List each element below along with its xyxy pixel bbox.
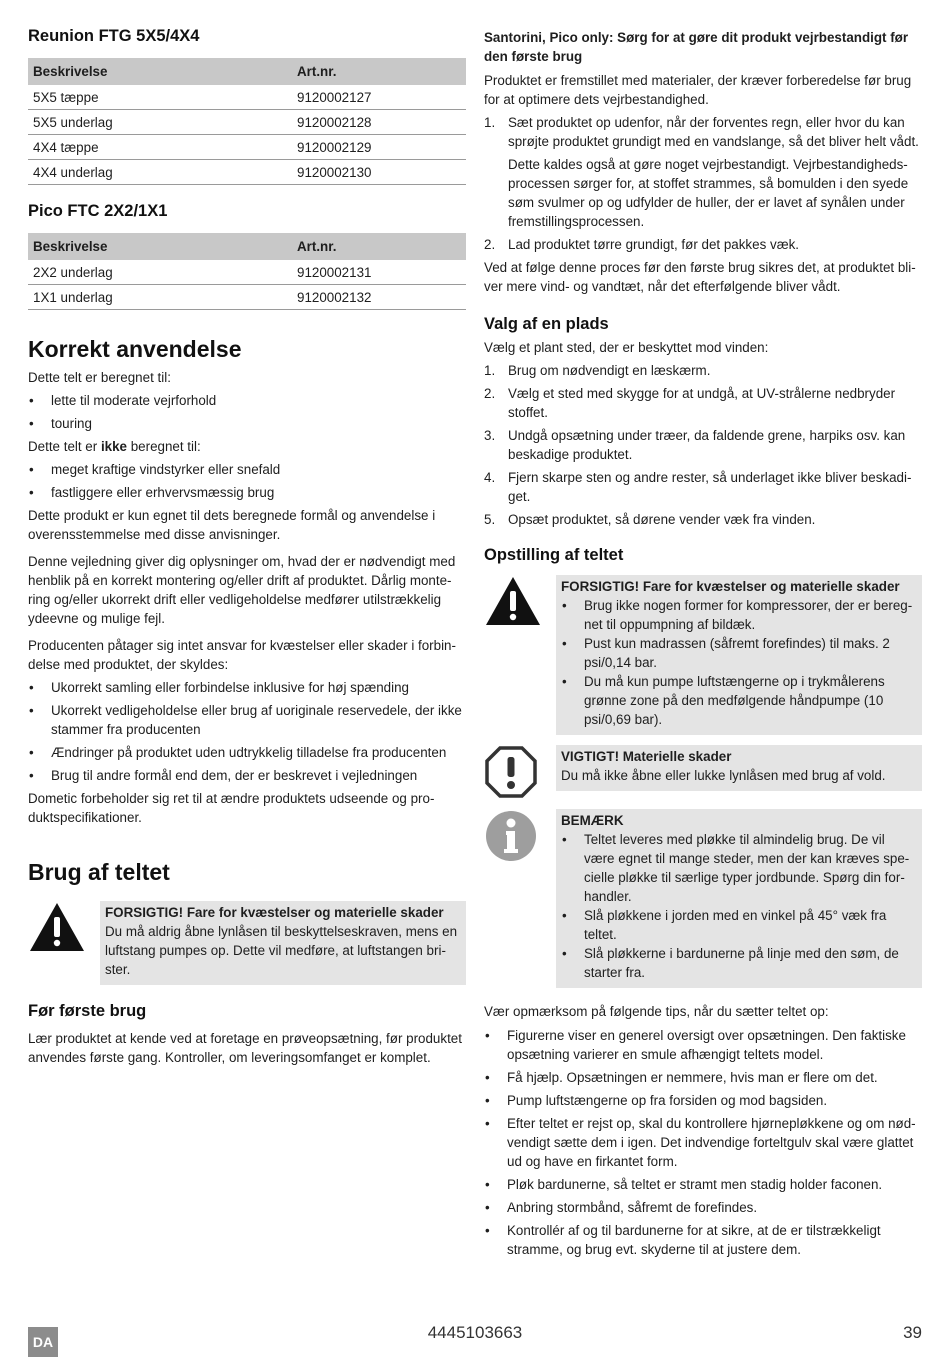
valg-title: Valg af en plads	[484, 315, 609, 333]
table-header: Beskrivelse	[28, 58, 292, 85]
list-item: • Brug til andre formål end dem, der er beskrevet i vejledningen	[28, 766, 466, 785]
list-item: • Brug ikke nogen former for kompressorer, der er beregnet til oppumpning af bildæk.	[561, 596, 917, 634]
cell: 5X5 underlag	[28, 110, 292, 135]
warning-triangle-icon	[484, 575, 556, 627]
caution-list	[561, 596, 917, 729]
caution-box	[556, 575, 922, 735]
step-number: 2.	[484, 386, 496, 401]
table-row	[28, 285, 466, 310]
cell: 4X4 tæppe	[28, 135, 292, 160]
list-item: • Slå pløkkerne i bardunerne på linje med den søm, de starter fra.	[561, 944, 917, 982]
forste-brug-text: Lær produktet at kende ved at foretage en prøveopsætning, før produktet anvendes første gang. Kontroller, om leveringsomfanget er komplet.	[28, 1031, 462, 1065]
important-notice	[484, 745, 922, 799]
table-header: Beskrivelse	[28, 233, 292, 260]
table-row	[28, 110, 466, 135]
document-number: 4445103663	[427, 1323, 523, 1342]
text: beregnet til:	[127, 439, 201, 454]
valg-steps	[484, 361, 922, 529]
step-text: Vælg et sted med skygge for at undgå, at UV-strålerne nedbryder stoffet.	[508, 386, 896, 420]
info-icon	[484, 809, 556, 863]
list-item: • lette til moderate vejrforhold	[28, 391, 466, 410]
reunion-title: Reunion FTG 5X5/4X4	[28, 27, 200, 45]
note-title: BEMÆRK	[561, 813, 624, 828]
korrekt-p1: Dette produkt er kun egnet til dets beregnede formål og anvendelse i overensstemmelse med disse anvisninger.	[28, 508, 436, 542]
forste-brug-title: Før første brug	[28, 1002, 147, 1020]
left-column	[28, 24, 466, 1071]
page-number: 39	[903, 1323, 922, 1342]
cell: 9120002127	[292, 85, 466, 110]
list-item: • Ukorrekt vedligeholdelse eller brug af uoriginale reservedele, der ikke stammer fra producenten	[28, 701, 466, 739]
santorini-steps	[484, 113, 922, 254]
important-text: Du må ikke åbne eller lukke lynlåsen med brug af vold.	[561, 768, 886, 783]
warning-text: Du må aldrig åbne lynlåsen til beskyttelseskraven, mens en luftstang pumpes op. Dette vil medføre, at luftstangen brister.	[105, 924, 458, 977]
step-text: Sæt produktet op udenfor, når der forventes regn, eller hvor du kan sprøjte produktet grundigt med en vandslange, så det bliver helt vådt.	[508, 115, 919, 149]
cell: 9120002131	[292, 260, 466, 285]
list-item: • Slå pløkkene i jorden med en vinkel på 45° væk fra teltet.	[561, 906, 917, 944]
cell: 9120002129	[292, 135, 466, 160]
list-item	[484, 468, 922, 506]
list-item: • Efter teltet er rejst op, skal du kontrollere hjørnepløkkene og om nødvendigt sætte dem i igen. Det indvendige forteltgulv skal være glattet ud og have en firkantet form.	[484, 1114, 922, 1171]
table-header: Art.nr.	[292, 58, 466, 85]
list-item: • Teltet leveres med pløkke til almindelig brug. De vil være egnet til mange steder, men der kan kræves specielle pløkke til særlige typer jordbunde. Spørg din forhandler.	[561, 830, 917, 906]
list-item	[484, 384, 922, 422]
valg-intro: Vælg et plant sted, der er beskyttet mod vinden:	[484, 340, 769, 355]
korrekt-list-3	[28, 678, 466, 785]
step-number: 1.	[484, 115, 496, 130]
step-text: Fjern skarpe sten og andre rester, så underlaget ikke bliver beskadiget.	[508, 470, 912, 504]
step-number: 1.	[484, 363, 496, 378]
table-row	[28, 160, 466, 185]
santorini-outro: Ved at følge denne proces før den første brug sikres det, at produktet bliver mere vind- og vandtæt, når det efterfølgende bliver vådt.	[484, 260, 916, 294]
cell: 9120002132	[292, 285, 466, 310]
cell: 9120002128	[292, 110, 466, 135]
list-item	[484, 361, 922, 380]
santorini-title: Santorini, Pico only: Sørg for at gøre dit produkt vejrbestandigt før den første brug	[484, 30, 909, 64]
step-number: 2.	[484, 237, 496, 252]
list-item: • Pløk bardunerne, så teltet er stramt men stadig holder faconen.	[484, 1175, 922, 1194]
step-text: Opsæt produktet, så dørene vender væk fra vinden.	[508, 512, 816, 527]
octagon-exclamation-icon	[484, 745, 556, 799]
note-box	[556, 809, 922, 988]
list-item	[484, 235, 922, 254]
right-column	[484, 28, 922, 1263]
step-text: Lad produktet tørre grundigt, før det pakkes væk.	[508, 237, 800, 252]
list-item: • Pump luftstængerne op fra forsiden og mod bagsiden.	[484, 1091, 922, 1110]
cell: 5X5 tæppe	[28, 85, 292, 110]
list-item: • touring	[28, 414, 466, 433]
table-row	[28, 260, 466, 285]
list-item	[484, 426, 922, 464]
list-item: • Figurerne viser en generel oversigt over opsætningen. Den faktiske opsætning varierer en smule afhængigt teltets model.	[484, 1026, 922, 1064]
list-item: • Ændringer på produktet uden udtrykkelig tilladelse fra producenten	[28, 743, 466, 762]
step-extra: Dette kaldes også at gøre noget vejrbestandigt. Vejrbestandighedsprocessen sørger for, at stoffet strammes, så bomulden i den syede søm svulmer op og udfylder de huller, der er lavet af synålen under fremstillingsprocessen.	[508, 157, 909, 229]
list-item: • Ukorrekt samling eller forbindelse inklusive for høj spænding	[28, 678, 466, 697]
table-row	[28, 85, 466, 110]
list-item: • Anbring stormbånd, såfremt de forefindes.	[484, 1198, 922, 1217]
step-text: Brug om nødvendigt en læskærm.	[508, 363, 711, 378]
list-item	[484, 113, 922, 231]
tips-list	[484, 1026, 922, 1259]
santorini-intro: Produktet er fremstillet med materialer, der kræver forberedelse før brug for at optimere dets vejrbestandighed.	[484, 73, 912, 107]
list-item: • Få hjælp. Opsætningen er nemmere, hvis man er flere om det.	[484, 1068, 922, 1087]
pico-title: Pico FTC 2X2/1X1	[28, 202, 168, 220]
step-number: 3.	[484, 428, 496, 443]
step-number: 4.	[484, 470, 496, 485]
opstilling-title: Opstilling af teltet	[484, 546, 624, 564]
important-box	[556, 745, 922, 791]
list-item: • Du må kun pumpe luftstængerne op i trykmålerens grønne zone på den medfølgende håndpumpe (10 psi/0,69 bar).	[561, 672, 917, 729]
korrekt-p3: Producenten påtager sig intet ansvar for kvæstelser eller skader i forbindelse med produktet, der skyldes:	[28, 638, 456, 672]
korrekt-title: Korrekt anvendelse	[28, 336, 242, 362]
step-text: Undgå opsætning under træer, da faldende grene, harpiks osv. kan beskadige produktet.	[508, 428, 906, 462]
note-notice	[484, 809, 922, 988]
cell: 2X2 underlag	[28, 260, 292, 285]
caution-notice	[484, 575, 922, 735]
caution-title: FORSIGTIG! Fare for kvæstelser og materielle skader	[561, 579, 900, 594]
language-badge: DA	[28, 1327, 58, 1357]
cell: 9120002130	[292, 160, 466, 185]
important-title: VIGTIGT! Materielle skader	[561, 749, 732, 764]
korrekt-p2: Denne vejledning giver dig oplysninger om, hvad der er nødvendigt med henblik på en korrekt montering og/eller drift af produktet. Dårlig montering og/eller ukorrekt drift eller vedligeholdelse medfører utilstrækkelig ydeevne og mulige fejl.	[28, 554, 456, 626]
warning-box	[100, 901, 466, 985]
brug-title: Brug af teltet	[28, 859, 170, 885]
list-item: • Kontrollér af og til bardunerne for at sikre, at de er tilstrækkeligt stramme, og brug evt. skyderne til at justere dem.	[484, 1221, 922, 1259]
korrekt-list-1	[28, 391, 466, 433]
korrekt-list-2	[28, 460, 466, 502]
note-list	[561, 830, 917, 982]
warning-notice	[28, 901, 466, 985]
cell: 4X4 underlag	[28, 160, 292, 185]
korrekt-p4: Dometic forbeholder sig ret til at ændre produktets udseende og produktspecifikationer.	[28, 791, 435, 825]
korrekt-intro: Dette telt er beregnet til:	[28, 370, 171, 385]
korrekt-not-intro	[28, 437, 466, 456]
emphasis: ikke	[100, 439, 127, 454]
tips-intro: Vær opmærksom på følgende tips, når du sætter teltet op:	[484, 1004, 829, 1019]
list-item: • fastliggere eller erhvervsmæssig brug	[28, 483, 466, 502]
pico-table	[28, 233, 466, 310]
table-header: Art.nr.	[292, 233, 466, 260]
table-row	[28, 135, 466, 160]
text: Dette telt er	[28, 439, 101, 454]
warning-title: FORSIGTIG! Fare for kvæstelser og materielle skader	[105, 905, 444, 920]
list-item: • Pust kun madrassen (såfremt forefindes) til maks. 2 psi/0,14 bar.	[561, 634, 917, 672]
list-item	[484, 510, 922, 529]
cell: 1X1 underlag	[28, 285, 292, 310]
reunion-table	[28, 58, 466, 185]
step-number: 5.	[484, 512, 496, 527]
warning-triangle-icon	[28, 901, 100, 953]
list-item: • meget kraftige vindstyrker eller snefald	[28, 460, 466, 479]
